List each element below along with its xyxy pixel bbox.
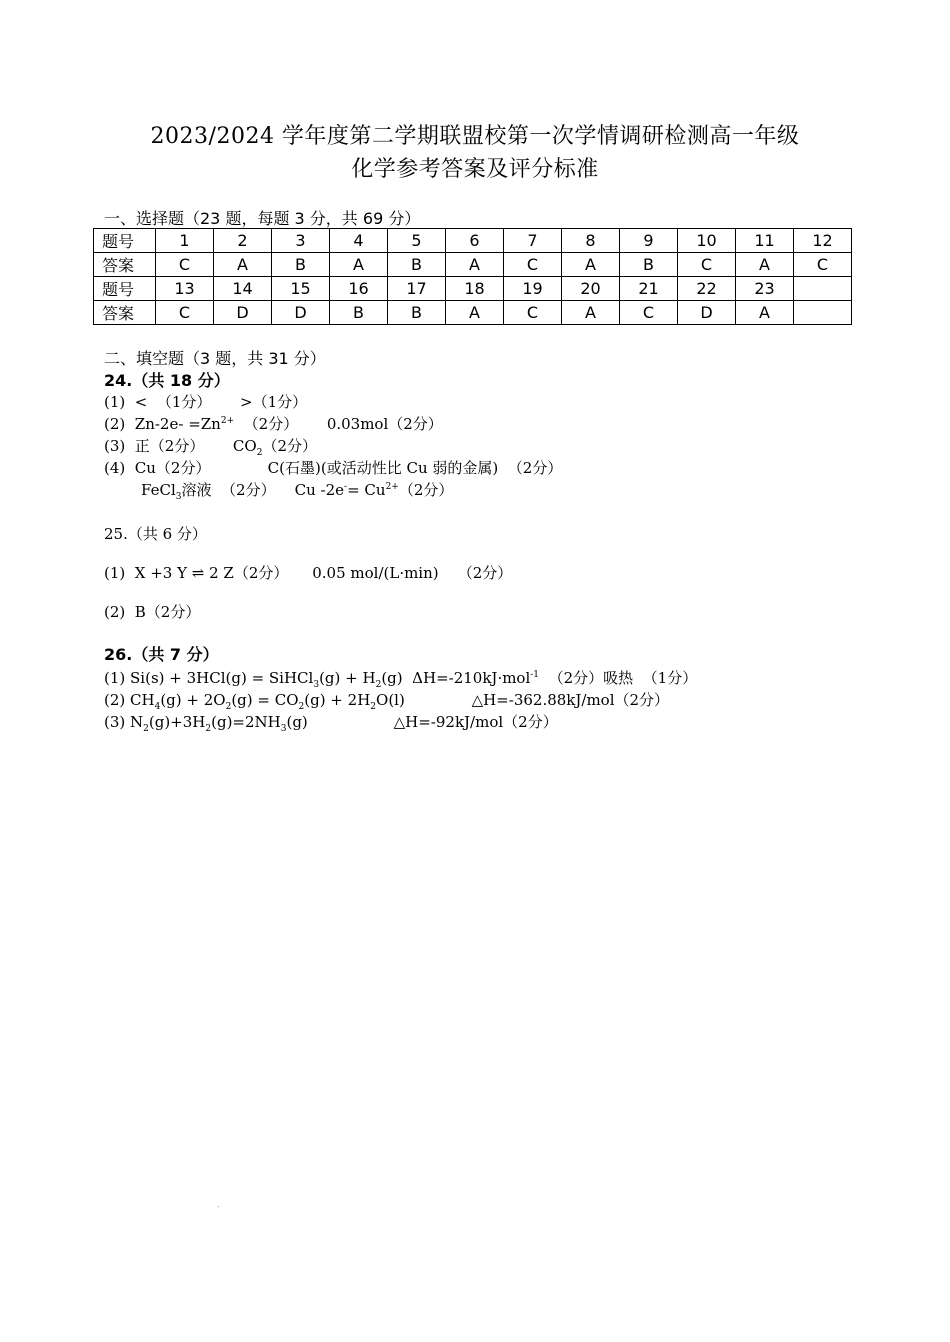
question-number-cell: 3 [272,229,330,253]
q24-line-5-text: FeCl [141,481,176,499]
q26-line-3-text: (g)=2NH [211,713,281,731]
superscript: - [344,482,348,492]
subscript: 2 [143,724,149,734]
q24-line-3-text: （2分） [262,437,317,455]
subscript: 2 [370,702,377,712]
header-label-cell: 题号 [94,229,156,253]
question-number-cell: 17 [388,277,446,301]
table-row [94,301,852,325]
question-number-cell: 16 [330,277,388,301]
q24-line-1: (1) < （1分） >（1分） [104,393,308,411]
answer-cell: A [214,253,272,277]
superscript: -1 [530,670,540,680]
answer-cell: A [330,253,388,277]
question-number-cell: 5 [388,229,446,253]
q24-line-3-text: (3) 正（2分） CO [104,437,257,455]
question-number-cell: 8 [562,229,620,253]
answer-cell: C [678,253,736,277]
section2-heading: 二、填空题（3 题，共 31 分） [104,349,326,368]
q26-line-2-text: (2) CH [104,691,155,709]
answer-cell: B [388,301,446,325]
subscript: 2 [225,702,232,712]
q25-line-2: (2) B（2分） [104,603,201,621]
q24-line-5-text: 溶液 （2分） Cu -2e [181,481,345,499]
answer-cell: A [736,301,794,325]
q26-line-2-text: (g) = CO [231,691,299,709]
q24-heading: 24.（共 18 分） [104,371,230,390]
q24-line-2 [104,413,443,434]
q24-line-5-text: （2分） [398,481,454,499]
question-number-cell: 1 [156,229,214,253]
question-number-cell: 9 [620,229,678,253]
answer-cell: D [678,301,736,325]
subscript: 3 [175,492,182,502]
answer-cell: C [156,253,214,277]
answer-cell: C [504,253,562,277]
subscript: 2 [256,448,263,458]
document-subtitle: 化学参考答案及评分标准 [351,157,599,182]
q26-line-3 [104,711,558,734]
subscript: 3 [280,724,287,734]
question-number-cell: 21 [620,277,678,301]
answer-cell: A [446,301,504,325]
answer-cell: B [272,253,330,277]
answer-cell: A [562,301,620,325]
answer-cell: B [388,253,446,277]
question-number-cell: 6 [446,229,504,253]
q26-line-2-text: (g) + 2H [304,691,371,709]
q26-heading: 26.（共 7 分） [104,645,219,664]
question-number-cell: 20 [562,277,620,301]
table-row [94,253,852,277]
answer-cell: A [446,253,504,277]
question-number-cell: 10 [678,229,736,253]
stray-dot [218,1206,219,1207]
question-number-cell: 7 [504,229,562,253]
q24-line-5 [141,479,453,502]
question-number-cell: 14 [214,277,272,301]
answer-cell: D [272,301,330,325]
q26-line-2-text: O(l) △H=-362.88kJ/mol（2分） [376,691,670,709]
q26-line-2 [104,689,669,712]
subscript: 4 [154,702,161,712]
table-row [94,277,852,301]
question-number-cell [794,277,852,301]
answer-label-cell: 答案 [94,253,156,277]
q26-line-1 [104,667,697,690]
question-number-cell: 2 [214,229,272,253]
q26-line-1-text: (g) + H [319,669,376,687]
q25-heading: 25.（共 6 分） [104,525,207,543]
question-number-cell: 15 [272,277,330,301]
q26-line-2-text: (g) + 2O [160,691,226,709]
subscript: 2 [298,702,305,712]
answer-cell: C [156,301,214,325]
question-number-cell: 22 [678,277,736,301]
document-title: 2023/2024 学年度第二学期联盟校第一次学情调研检测高一年级 [150,124,800,149]
q24-line-2-text: (2) Zn-2e- =Zn [104,415,221,433]
question-number-cell: 19 [504,277,562,301]
answer-cell: C [620,301,678,325]
answer-cell: D [214,301,272,325]
answer-cell: C [504,301,562,325]
q26-line-1-text: (g) ΔH=-210kJ·mol [381,669,531,687]
subscript: 3 [313,680,320,690]
q24-line-2-text: （2分） 0.03mol（2分） [234,415,443,433]
subscript: 2 [375,680,382,690]
multiple-choice-answer-table [93,228,852,325]
answer-cell: A [736,253,794,277]
q24-line-3 [104,435,317,458]
question-number-cell: 13 [156,277,214,301]
q24-line-4: (4) Cu（2分） C(石墨)(或活动性比 Cu 弱的金属) （2分） [104,459,563,477]
answer-cell [794,301,852,325]
q26-line-1-text: （2分）吸热 （1分） [539,669,698,687]
question-number-cell: 18 [446,277,504,301]
question-number-cell: 4 [330,229,388,253]
superscript: 2+ [385,482,399,492]
section1-heading: 一、选择题（23 题，每题 3 分，共 69 分） [104,209,421,228]
q26-line-3-text: (3) N [104,713,144,731]
q25-line-1: (1) X +3 Y ⇌ 2 Z（2分） 0.05 mol/(L·min) （2分） [104,564,513,582]
answer-cell: C [794,253,852,277]
q26-line-1-text: (1) Si(s) + 3HCl(g) = SiHCl [104,669,314,687]
header-label-cell: 题号 [94,277,156,301]
q26-line-3-text: (g) △H=-92kJ/mol（2分） [286,713,558,731]
question-number-cell: 12 [794,229,852,253]
answer-cell: B [330,301,388,325]
table-row [94,229,852,253]
q24-line-5-text: = Cu [347,481,386,499]
question-number-cell: 11 [736,229,794,253]
question-number-cell: 23 [736,277,794,301]
answer-label-cell: 答案 [94,301,156,325]
answer-cell: B [620,253,678,277]
answer-cell: A [562,253,620,277]
q26-line-3-text: (g)+3H [148,713,206,731]
superscript: 2+ [220,416,235,426]
subscript: 2 [205,724,212,734]
